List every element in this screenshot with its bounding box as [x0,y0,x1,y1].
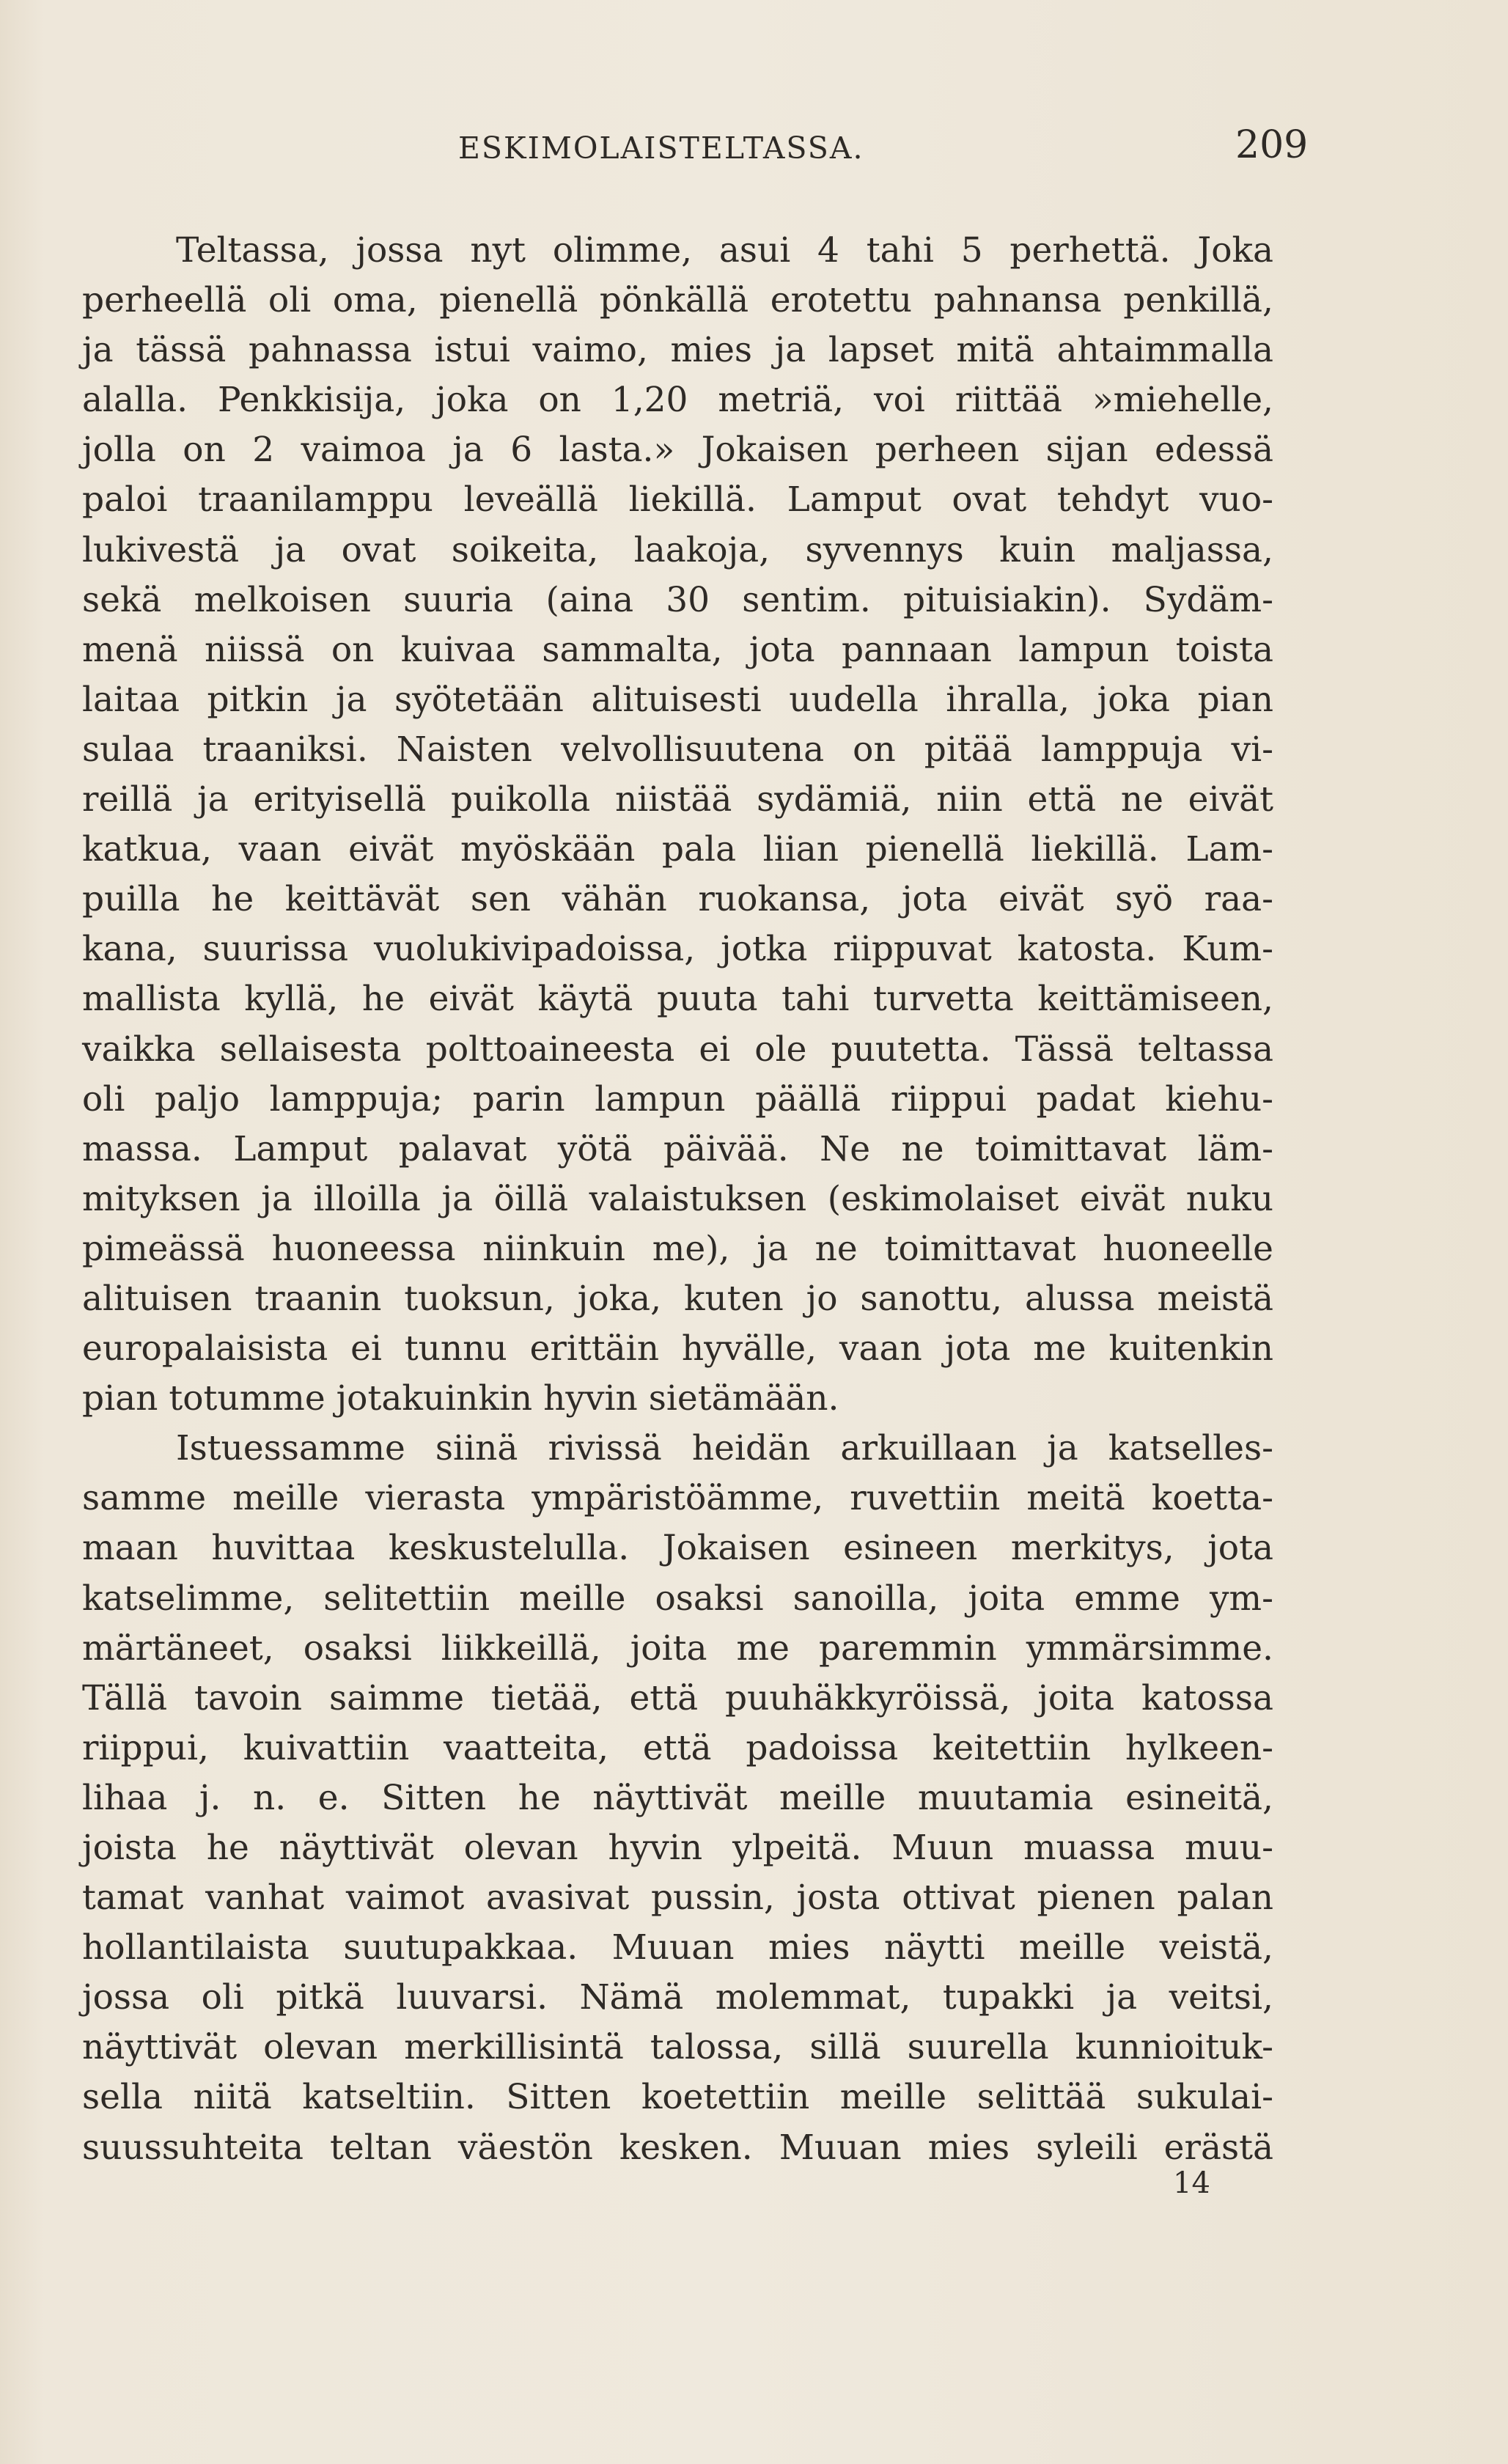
text-line: puilla he keittävät sen vähän ruokansa, jota eivät syö raa- [82,879,1273,920]
page-number: 209 [1235,123,1309,167]
text-line: mityksen ja illoilla ja öillä valaistuksen (eskimolaiset eivät nuku [82,1178,1273,1219]
text-line: katselimme, selitettiin meille osaksi sanoilla, joita emme ym- [82,1578,1273,1619]
text-line: jolla on 2 vaimoa ja 6 lasta.» Jokaisen perheen sijan edessä [82,430,1273,471]
signature-mark: 14 [1173,2166,1210,2200]
text-line: suussuhteita teltan väestön kesken. Muuan mies syleili erästä [82,2127,1273,2168]
text-line: Tällä tavoin saimme tietää, että puuhäkkyröissä, joita katossa [82,1677,1273,1718]
text-line: sella niitä katseltiin. Sitten koetettiin meille selittää sukulai- [82,2077,1273,2118]
text-line: tamat vanhat vaimot avasivat pussin, josta ottivat pienen palan [82,1878,1273,1919]
text-line: katkua, vaan eivät myöskään pala liian pienellä liekillä. Lam- [82,829,1273,870]
text-line: pian totumme jotakuinkin hyvin sietämään. [82,1378,839,1419]
text-line: samme meille vierasta ympäristöämme, ruvettiin meitä koetta- [82,1478,1273,1519]
text-line: Teltassa, jossa nyt olimme, asui 4 tahi 5 perhettä. Joka [176,230,1273,271]
text-line: sulaa traaniksi. Naisten velvollisuutena on pitää lamppuja vi- [82,729,1273,770]
text-line: hollantilaista suutupakkaa. Muuan mies näytti meille veistä, [82,1927,1273,1968]
text-line: perheellä oli oma, pienellä pönkällä erotettu pahnansa penkillä, [82,280,1273,321]
text-line: sekä melkoisen suuria (aina 30 sentim. pituisiakin). Sydäm- [82,579,1273,620]
running-head: ESKIMOLAISTELTASSA. [458,130,864,166]
text-line: märtäneet, osaksi liikkeillä, joita me paremmin ymmärsimme. [82,1628,1273,1669]
text-line: ja tässä pahnassa istui vaimo, mies ja lapset mitä ahtaimmalla [82,330,1273,371]
text-line: riippui, kuivattiin vaatteita, että padoissa keitettiin hylkeen- [82,1727,1273,1768]
text-line: massa. Lamput palavat yötä päivää. Ne ne toimittavat läm- [82,1128,1273,1169]
text-line: oli paljo lamppuja; parin lampun päällä riippui padat kiehu- [82,1078,1273,1119]
text-line: pimeässä huoneessa niinkuin me), ja ne toimittavat huoneelle [82,1228,1273,1269]
text-line: vaikka sellaisesta polttoaineesta ei ole puutetta. Tässä teltassa [82,1029,1273,1070]
text-line: europalaisista ei tunnu erittäin hyvälle, vaan jota me kuitenkin [82,1328,1273,1369]
text-line: alalla. Penkkisija, joka on 1,20 metriä, voi riittää »miehelle, [82,380,1273,421]
body-text [82,226,1273,2173]
text-line: joista he näyttivät olevan hyvin ylpeitä. Muun muassa muu- [82,1828,1273,1868]
text-line: kana, suurissa vuolukivipadoissa, jotka riippuvat katosta. Kum- [82,929,1273,970]
text-line: alituisen traanin tuoksun, joka, kuten jo sanottu, alussa meistä [82,1278,1273,1319]
text-line: paloi traanilamppu leveällä liekillä. Lamput ovat tehdyt vuo- [82,479,1273,521]
text-line: lukivestä ja ovat soikeita, laakoja, syvennys kuin maljassa, [82,529,1273,570]
text-line: menä niissä on kuivaa sammalta, jota pannaan lampun toista [82,629,1273,670]
text-line: lihaa j. n. e. Sitten he näyttivät meille muutamia esineitä, [82,1777,1273,1818]
text-line: laitaa pitkin ja syötetään alituisesti uudella ihralla, joka pian [82,679,1273,720]
text-line: maan huvittaa keskustelulla. Jokaisen esineen merkitys, jota [82,1528,1273,1569]
text-line: reillä ja erityisellä puikolla niistää sydämiä, niin että ne eivät [82,779,1273,820]
text-line: mallista kyllä, he eivät käytä puuta tahi turvetta keittämiseen, [82,979,1273,1020]
text-line: Istuessamme siinä rivissä heidän arkuillaan ja katselles- [176,1428,1273,1469]
text-line: jossa oli pitkä luuvarsi. Nämä molemmat, tupakki ja veitsi, [82,1977,1273,2018]
text-line: näyttivät olevan merkillisintä talossa, sillä suurella kunnioituk- [82,2027,1273,2068]
